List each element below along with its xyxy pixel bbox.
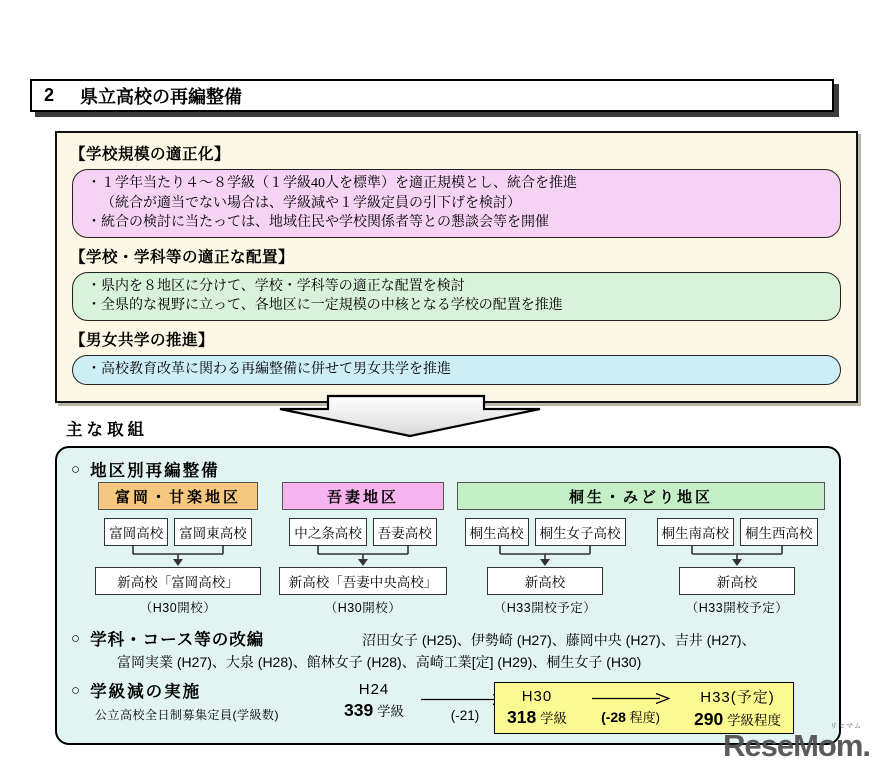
year-label: H30 — [521, 688, 553, 705]
year-label: H33(予定) — [700, 689, 775, 706]
reduction-sublabel: 公立高校全日制募集定員(学級数) — [95, 708, 279, 722]
note-placement — [72, 272, 841, 321]
resemom-watermark — [722, 723, 870, 761]
main-initiatives-box — [55, 446, 841, 745]
reduction-delta-1: (-21) — [450, 708, 480, 723]
title-text: 県立高校の再編整備 — [80, 86, 243, 107]
note-school-scale — [72, 169, 841, 238]
note-line: ・高校教育改革に関わる再編整備に併せて男女共学を推進 — [87, 361, 451, 377]
class-count: 290 — [694, 709, 724, 729]
school-box: 桐生西高校 — [740, 518, 818, 546]
future-reduction-highlight — [494, 682, 794, 734]
schools-row — [89, 518, 267, 546]
merge-connector-icon — [652, 546, 822, 567]
opening-caption: （H30開校） — [139, 601, 217, 615]
unit-label: 学級 — [539, 711, 567, 726]
region-header: 桐生・みどり地区 — [457, 482, 825, 510]
reduction-arrow-group — [592, 692, 670, 726]
school-box: 富岡高校 — [104, 518, 168, 546]
heading-district-reorg: ○ 地区別再編整備 — [71, 460, 220, 480]
section-heading-coed: 【男女共学の推進】 — [70, 331, 215, 349]
new-school-box: 新高校 — [679, 567, 795, 595]
note-line: ・統合の検討に当たっては、地域住民や学校関係者等との懇談会等を開催 — [87, 215, 549, 231]
watermark-text: ReseMom. — [722, 728, 870, 761]
circle-marker: ○ — [71, 460, 81, 478]
right-arrow-icon — [592, 692, 670, 705]
school-box: 桐生高校 — [465, 518, 529, 546]
school-box: 桐生女子高校 — [535, 518, 626, 546]
schools-row — [273, 518, 453, 546]
watermark-ruby: リセマム — [830, 723, 862, 730]
school-box: 桐生南高校 — [657, 518, 735, 546]
course-list-line1: 沼田女子 (H25)、伊勢崎 (H27)、藤岡中央 (H27)、吉井 (H27)、 — [362, 632, 756, 648]
policy-summary-box — [55, 131, 858, 403]
circle-marker: ○ — [71, 681, 81, 699]
note-line: ・１学年当たり４～８学級（１学級40人を標準）を適正規模とし、統合を推進 — [87, 176, 577, 191]
merger-kiryu-south — [647, 518, 827, 616]
circle-marker: ○ — [71, 629, 81, 647]
schools-row — [647, 518, 827, 546]
unit-label: 学級程度 — [727, 713, 781, 728]
region-header: 富岡・甘楽地区 — [98, 482, 258, 510]
unit-label: 学級 — [376, 704, 404, 719]
merger-pair-row — [455, 518, 827, 616]
class-count: 339 — [344, 700, 374, 720]
region-header: 吾妻地区 — [282, 482, 444, 510]
stat-h33 — [694, 686, 781, 730]
merge-connector-icon — [93, 546, 263, 567]
stat-h24 — [329, 681, 419, 721]
merger-kiryu-north — [455, 518, 635, 616]
title-number: 2 — [44, 85, 55, 105]
new-school-box: 新高校「富岡高校」 — [95, 567, 261, 595]
heading-course-reorg: ○ 学科・コース等の改編 — [71, 629, 265, 649]
school-box: 中之条高校 — [289, 518, 367, 546]
main-initiatives-label: 主な取組 — [66, 421, 148, 439]
school-box: 富岡東高校 — [174, 518, 252, 546]
opening-caption: （H33開校予定） — [493, 601, 597, 615]
section-heading-school-scale: 【学校規模の適正化】 — [70, 146, 231, 163]
district-group-kiryu — [455, 482, 827, 616]
schools-row — [455, 518, 635, 546]
stat-h30 — [507, 688, 567, 728]
opening-caption: （H33開校予定） — [685, 601, 789, 615]
note-line: ・県内を８地区に分けて、学校・学科等の適正な配置を検討 — [87, 278, 465, 294]
merge-connector-icon — [278, 546, 448, 567]
course-list-line2: 富岡実業 (H27)、大泉 (H28)、館林女子 (H28)、高崎工業[定] (H29)、桐生女子 (H30) — [117, 654, 642, 670]
note-coed — [72, 355, 841, 385]
year-label: H24 — [358, 681, 390, 698]
district-group-tomioka — [89, 482, 267, 616]
district-group-agatsuma — [273, 482, 453, 616]
school-box: 吾妻高校 — [373, 518, 437, 546]
new-school-box: 新高校 — [487, 567, 603, 595]
reduction-delta-2: (-28 程度) — [601, 709, 660, 725]
heading-class-reduction: ○ 学級減の実施 — [71, 681, 202, 701]
new-school-box: 新高校「吾妻中央高校」 — [279, 567, 447, 595]
opening-caption: （H30開校） — [324, 601, 402, 615]
note-line: ・全県的な視野に立って、各地区に一定規模の中核となる学校の配置を推進 — [87, 298, 563, 314]
note-line: （統合が適当でない場合は、学級減や１学級定員の引下げを検討） — [101, 195, 521, 211]
section-heading-placement: 【学校・学科等の適正な配置】 — [70, 248, 295, 266]
merge-connector-icon — [460, 546, 630, 567]
down-arrow-icon — [278, 394, 542, 439]
class-count: 318 — [507, 707, 537, 727]
page-title — [30, 79, 834, 112]
